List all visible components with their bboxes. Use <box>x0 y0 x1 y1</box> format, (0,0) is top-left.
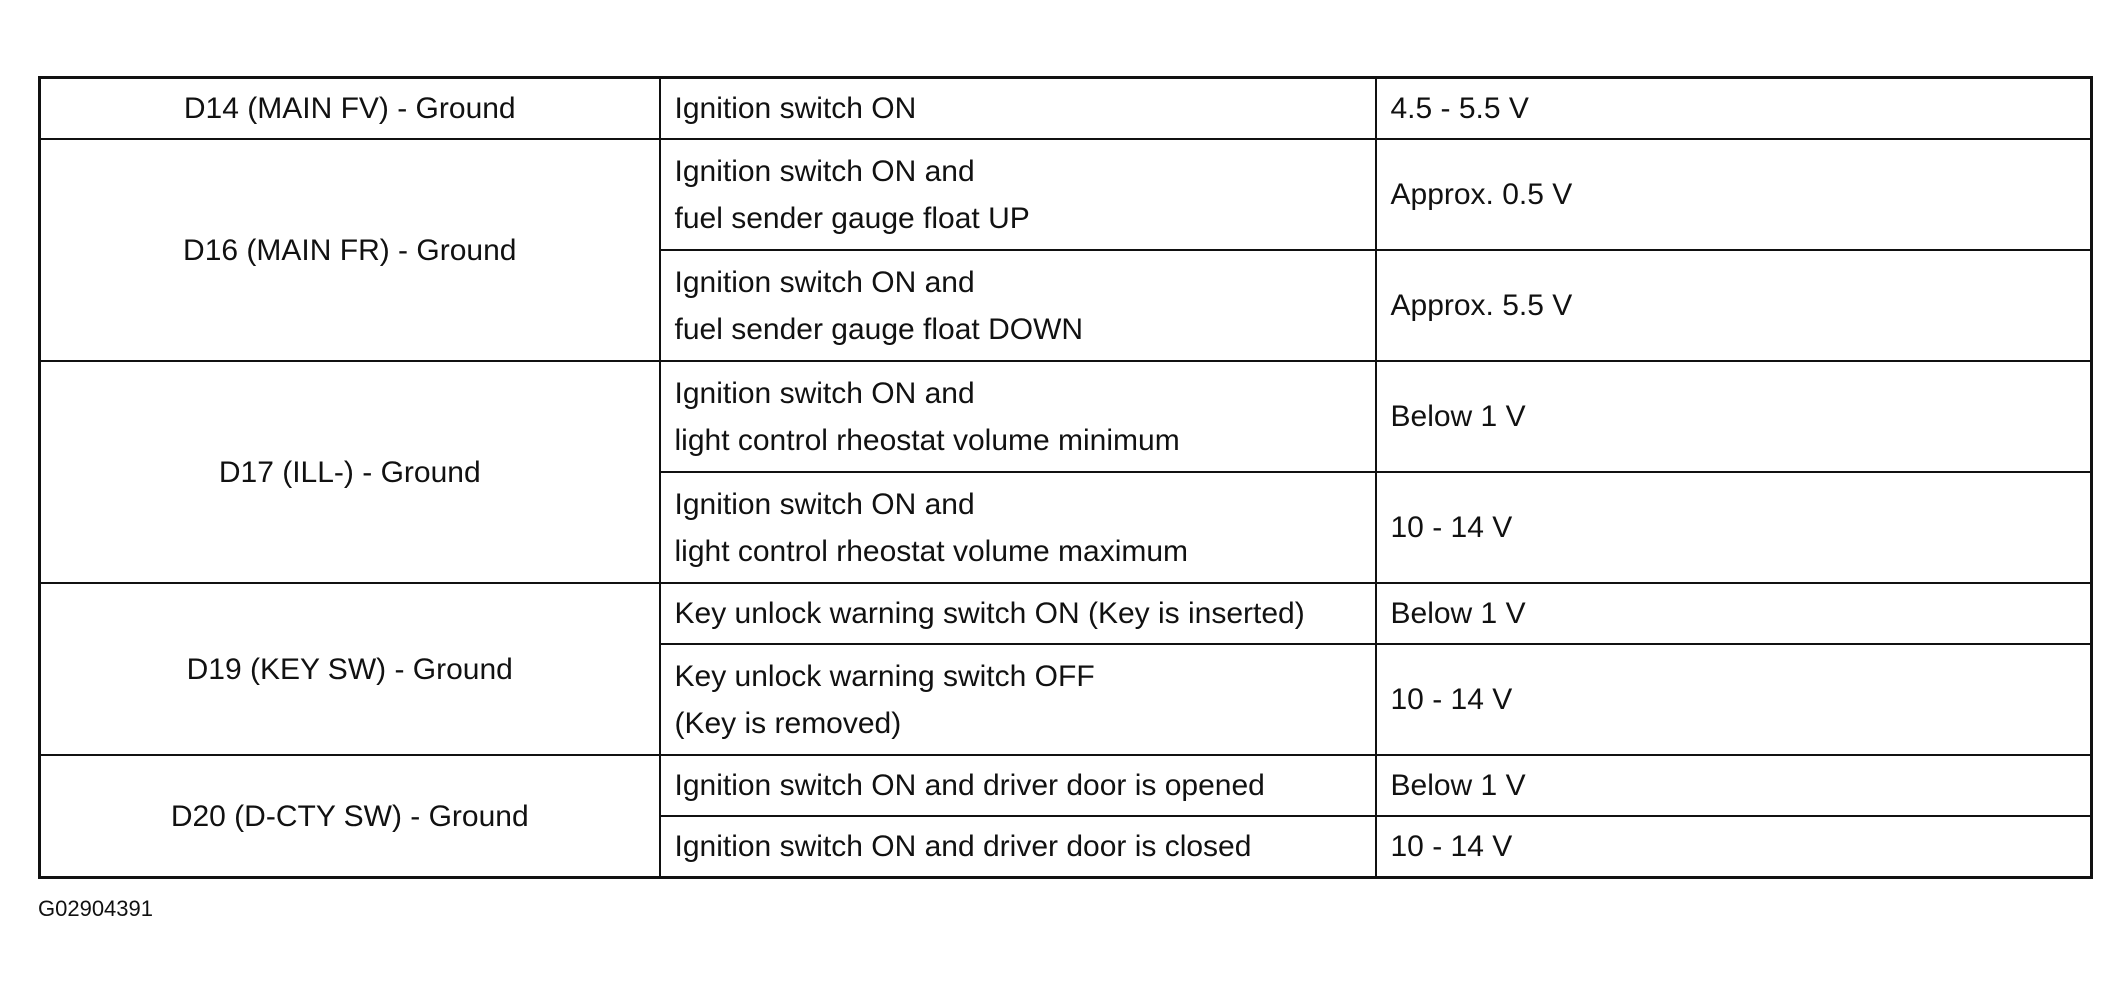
spec-cell: 10 - 14 V <box>1376 816 2092 878</box>
condition-cell <box>660 139 1376 250</box>
terminal-cell: D19 (KEY SW) - Ground <box>40 583 660 755</box>
spec-cell: 10 - 14 V <box>1376 472 2092 583</box>
table-row <box>40 361 2092 472</box>
condition-line: light control rheostat volume minimum <box>674 423 1180 457</box>
condition-cell <box>660 78 1376 140</box>
condition-line: Ignition switch ON and driver door is closed <box>674 830 1252 863</box>
condition-cell <box>660 816 1376 878</box>
condition-cell <box>660 644 1376 755</box>
spec-cell: 4.5 - 5.5 V <box>1376 78 2092 140</box>
spec-cell: Approx. 5.5 V <box>1376 250 2092 361</box>
condition-cell <box>660 583 1376 644</box>
terminal-cell: D14 (MAIN FV) - Ground <box>40 78 660 140</box>
condition-cell <box>660 361 1376 472</box>
condition-cell <box>660 755 1376 816</box>
table-row <box>40 583 2092 644</box>
terminal-cell: D20 (D-CTY SW) - Ground <box>40 755 660 878</box>
table-row <box>40 139 2092 250</box>
spec-cell: Below 1 V <box>1376 755 2092 816</box>
condition-line: light control rheostat volume maximum <box>674 534 1189 568</box>
figure-id: G02904391 <box>38 896 153 921</box>
spec-cell: Below 1 V <box>1376 583 2092 644</box>
spec-cell: 10 - 14 V <box>1376 644 2092 755</box>
condition-cell <box>660 250 1376 361</box>
condition-line: Key unlock warning switch OFF <box>674 659 1095 693</box>
condition-line: Ignition switch ON and <box>674 487 975 521</box>
spec-cell: Approx. 0.5 V <box>1376 139 2092 250</box>
condition-cell <box>660 472 1376 583</box>
condition-line: (Key is removed) <box>674 706 902 740</box>
condition-line: fuel sender gauge float DOWN <box>674 312 1084 346</box>
condition-line: Ignition switch ON <box>674 92 917 125</box>
condition-line: fuel sender gauge float UP <box>674 201 1030 235</box>
table-row <box>40 755 2092 816</box>
terminal-spec-table <box>38 76 2093 879</box>
table-row <box>40 78 2092 140</box>
spec-cell: Below 1 V <box>1376 361 2092 472</box>
condition-line: Key unlock warning switch ON (Key is inserted) <box>674 597 1305 630</box>
condition-line: Ignition switch ON and driver door is opened <box>674 769 1265 802</box>
condition-line: Ignition switch ON and <box>674 154 975 188</box>
terminal-cell: D16 (MAIN FR) - Ground <box>40 139 660 361</box>
condition-line: Ignition switch ON and <box>674 376 975 410</box>
condition-line: Ignition switch ON and <box>674 265 975 299</box>
terminal-cell: D17 (ILL-) - Ground <box>40 361 660 583</box>
